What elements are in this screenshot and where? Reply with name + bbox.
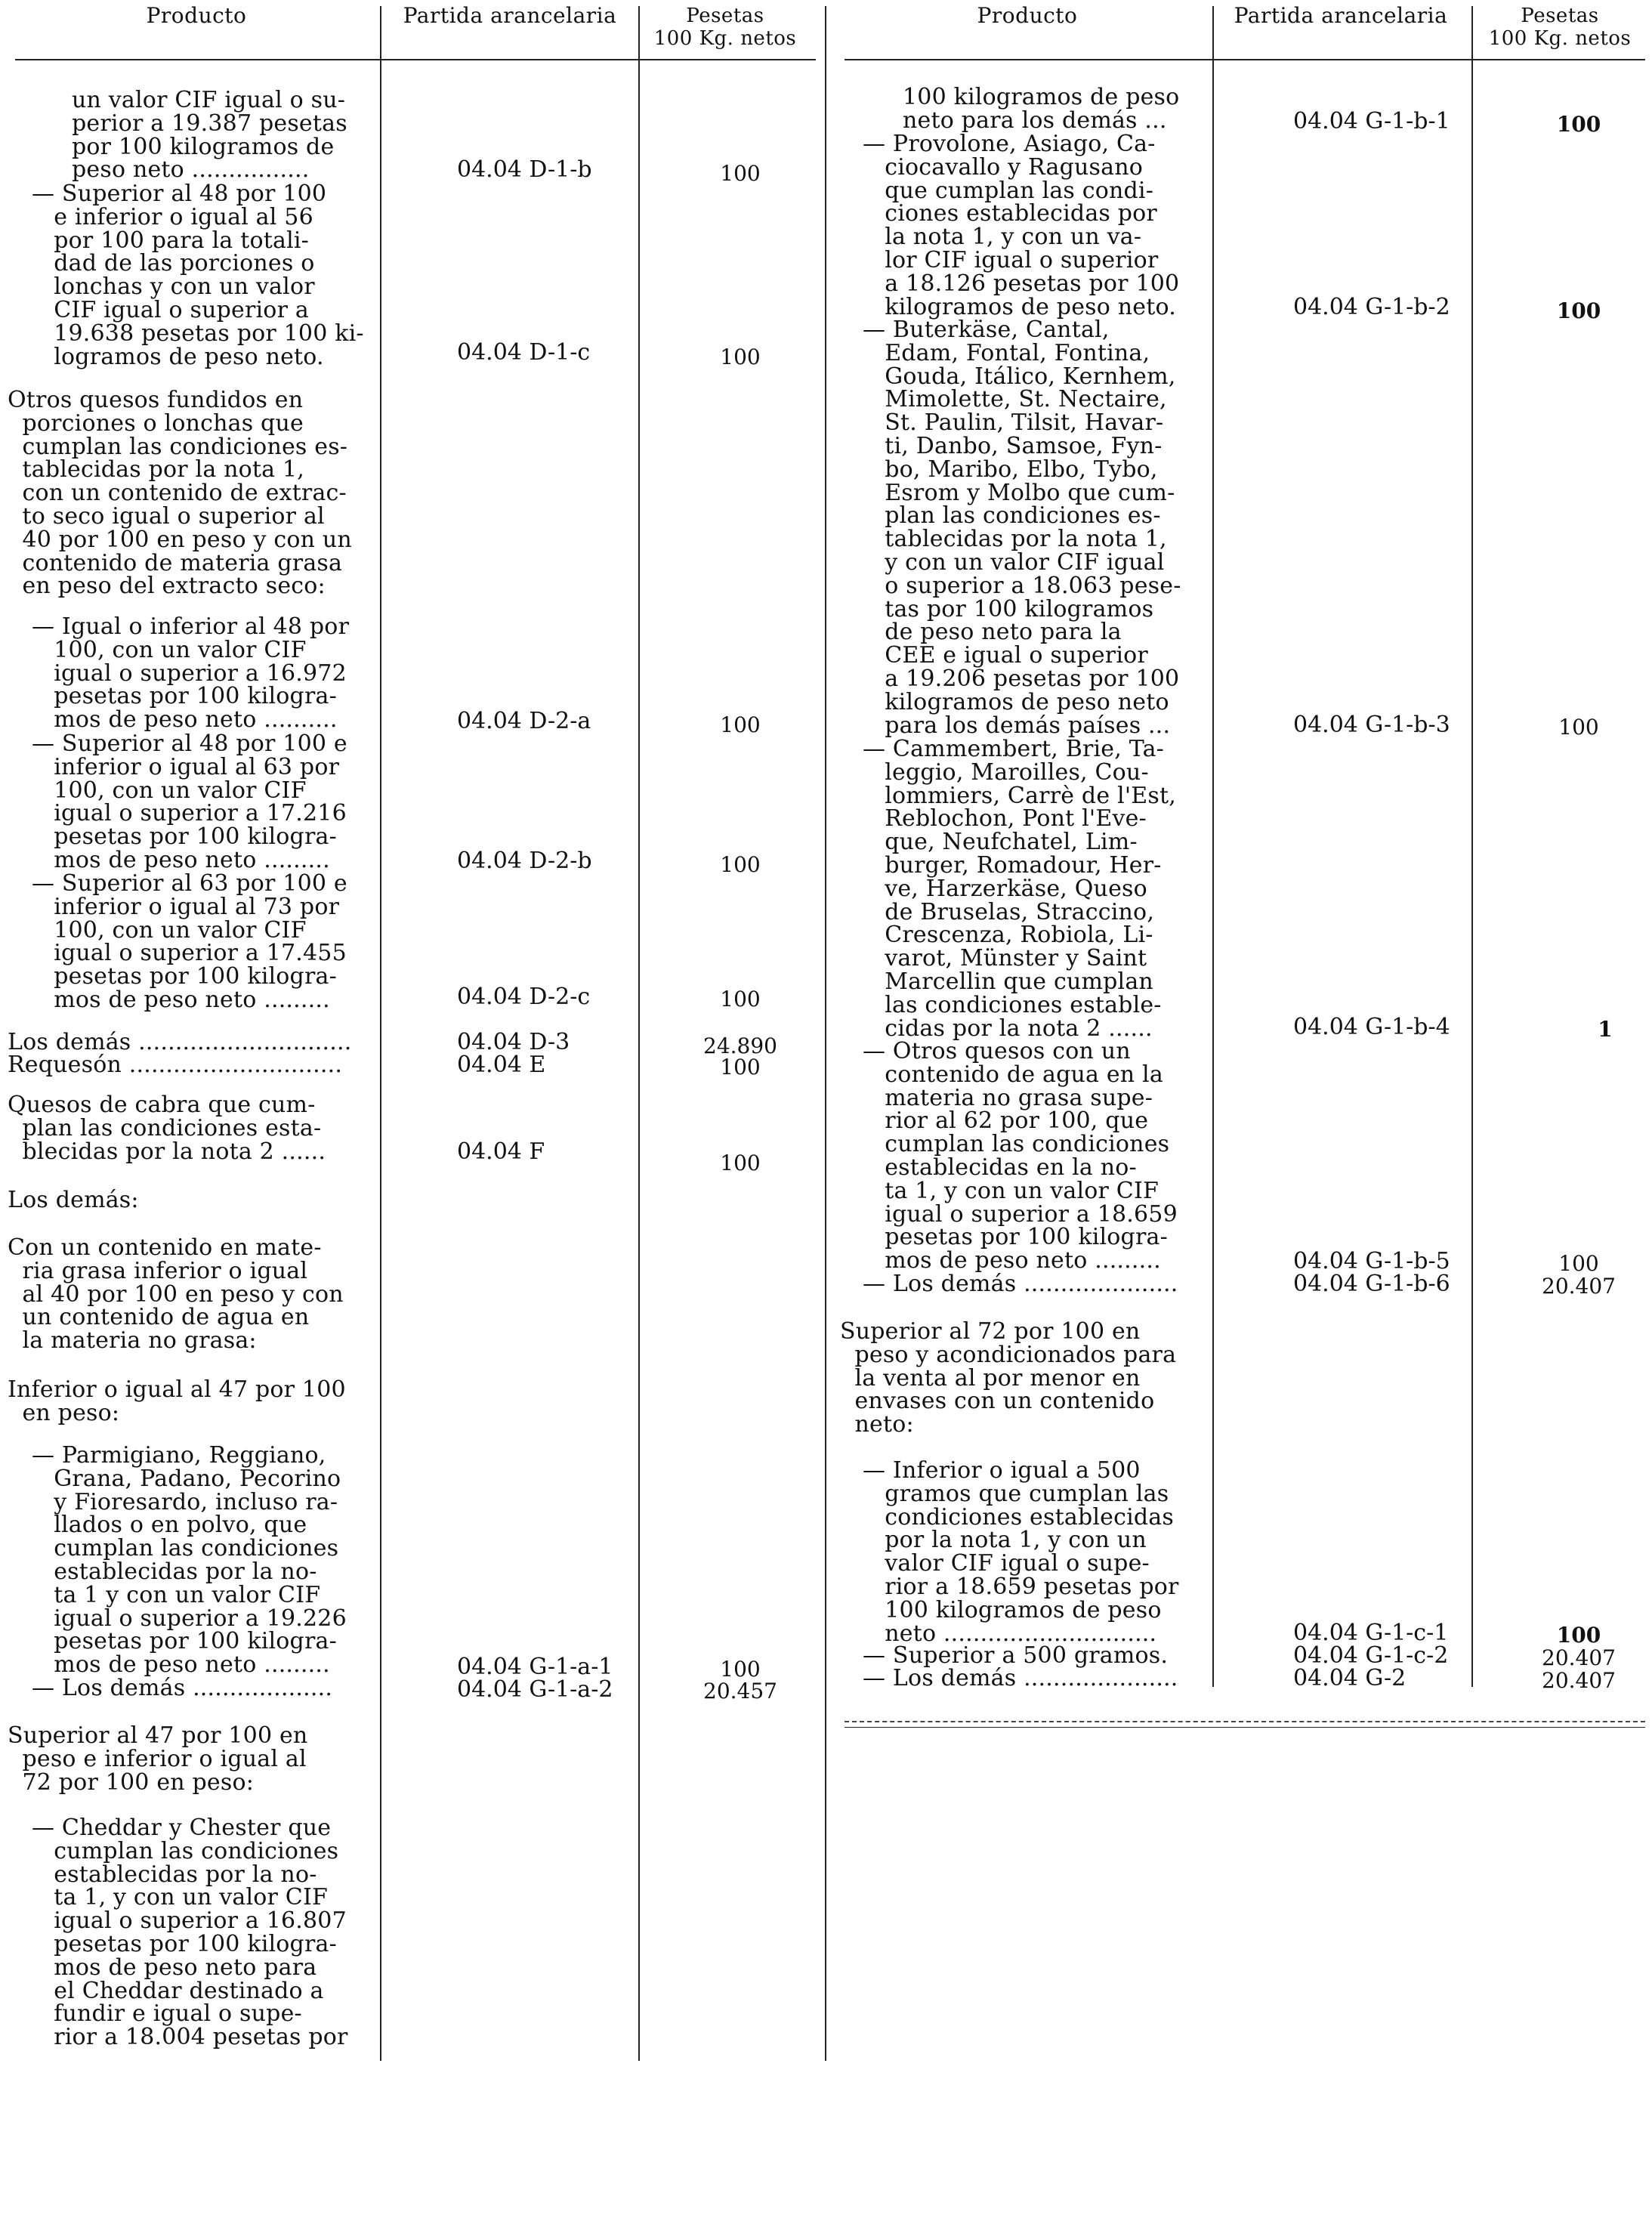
right-closing-rule-2: [845, 1727, 1645, 1728]
left-code: 04.04 E: [457, 1052, 546, 1078]
right-entry-5: — Otros quesos con un contenido de agua en la materia no grasa supe- rior al 62 por 100, que cumplan las condiciones establecidas en la no- ta 1, y con un valor CIF igual o superior a 18.659 pesetas por 100 kilogra- mos de peso neto .........: [863, 1038, 1178, 1274]
left-value: 20.457: [703, 1679, 777, 1704]
left-code: 04.04 D-2-b: [457, 848, 592, 874]
right-entry-8: — Inferior o igual a 500 gramos que cumplan las condiciones establecidas por la nota 1, y con un valor CIF igual o supe- rior a 18.659 pesetas por 100 kilogramos de peso neto .............................: [863, 1457, 1179, 1647]
left-code: 04.04 D-2-c: [457, 984, 591, 1010]
right-value: 100: [1556, 1623, 1601, 1648]
left-value: 24.890: [703, 1033, 777, 1058]
right-value: 100: [1556, 298, 1601, 323]
left-header-producto: Producto: [146, 3, 247, 28]
left-code: 04.04 D-3: [457, 1029, 570, 1055]
right-entry-9: — Superior a 500 gramos.: [863, 1642, 1169, 1669]
right-closing-rule: [845, 1721, 1645, 1722]
left-entry-2: — Superior al 48 por 100 e inferior o igual al 56 por 100 para la totali- dad de las porciones o lonchas y con un valor CIF igual o superior a 19.638 pesetas por 100 ki- logramos de peso neto.: [32, 181, 364, 370]
right-header-pesetas: Pesetas: [1521, 5, 1599, 27]
center-divider: [825, 6, 826, 2061]
right-col-divider-1: [1212, 6, 1214, 1687]
right-entry-10: — Los demás .....................: [863, 1665, 1178, 1691]
right-header-producto: Producto: [977, 3, 1078, 28]
right-code: 04.04 G-1-c-1: [1293, 1620, 1449, 1646]
left-header-rule: [15, 59, 816, 60]
left-value: 100: [720, 712, 761, 737]
left-header-unit: 100 Kg. netos: [653, 27, 797, 50]
right-code: 04.04 G-1-b-5: [1293, 1248, 1450, 1274]
right-col-divider-2: [1471, 6, 1473, 1687]
left-value: 100: [720, 1657, 761, 1682]
left-entry-11: Con un contenido en mate- ria grasa inferior o igual al 40 por 100 en peso y con un contenido de agua en la materia no grasa:: [8, 1234, 344, 1354]
left-code: 04.04 D-2-a: [457, 708, 591, 734]
left-entry-12: Inferior o igual al 47 por 100 en peso:: [8, 1376, 346, 1426]
right-value: 100: [1556, 112, 1601, 137]
right-code: 04.04 G-1-b-3: [1293, 712, 1450, 738]
right-code: 04.04 G-1-c-2: [1293, 1642, 1449, 1669]
left-code: 04.04 G-1-a-2: [457, 1676, 613, 1703]
left-entry-16: — Cheddar y Chester que cumplan las condiciones establecidas por la no- ta 1, y con un valor CIF igual o superior a 16.807 pesetas por 100 kilogra- mos de peso neto para el Cheddar destinado a fundir e igual o supe- rior a 18.004 pesetas por: [32, 1815, 348, 2051]
left-value: 100: [720, 1055, 761, 1080]
right-value: 20.407: [1542, 1645, 1616, 1670]
left-code: 04.04 D-1-c: [457, 339, 591, 366]
left-entry-9: Quesos de cabra que cum- plan las condiciones esta- blecidas por la nota 2 ......: [8, 1092, 326, 1165]
left-entry-3: Otros quesos fundidos en porciones o lonchas que cumplan las condiciones es- tablecidas por la nota 1, con un contenido de extrac- to seco igual o superior al 40 por 100 en peso y con un contenido de materia grasa en peso del extracto seco:: [8, 387, 352, 600]
left-code: 04.04 F: [457, 1138, 545, 1165]
left-value: 100: [720, 1151, 761, 1175]
left-value: 100: [720, 344, 761, 369]
right-value: 100: [1558, 715, 1599, 740]
right-header-partida: Partida arancelaria: [1234, 3, 1448, 28]
right-value: 1: [1598, 1017, 1613, 1042]
left-code: 04.04 D-1-b: [457, 156, 592, 183]
left-entry-4: — Igual o inferior al 48 por 100, con un valor CIF igual o superior a 16.972 pesetas por 100 kilogra- mos de peso neto ..........: [32, 613, 350, 734]
right-code: 04.04 G-1-b-2: [1293, 294, 1450, 320]
right-value: 20.407: [1542, 1668, 1616, 1693]
left-value: 100: [720, 161, 761, 186]
left-entry-13: — Parmigiano, Reggiano, Grana, Padano, Pecorino y Fioresardo, incluso ra- llados o en polvo, que cumplan las condiciones establecidas por la no- ta 1 y con un valor CIF igual o superior a 19.226 pesetas por 100 kilogra- mos de peso neto .........: [32, 1442, 347, 1679]
right-code: 04.04 G-2: [1293, 1665, 1407, 1691]
right-code: 04.04 G-1-b-4: [1293, 1014, 1450, 1040]
right-code: 04.04 G-1-b-6: [1293, 1271, 1450, 1297]
left-entry-1: un valor CIF igual o su- perior a 19.387 pesetas por 100 kilogramos de peso neto ................: [72, 87, 347, 184]
left-entry-7: Los demás .............................: [8, 1029, 352, 1055]
left-code: 04.04 G-1-a-1: [457, 1654, 613, 1680]
right-entry-2: — Provolone, Asiago, Ca- ciocavallo y Ragusano que cumplan las condi- ciones establecidas por la nota 1, y con un va- lor CIF igual o superior a 18.126 pesetas por 100 kilogramos de peso neto.: [863, 131, 1180, 320]
right-entry-7: Superior al 72 por 100 en peso y acondicionados para la venta al por menor en envases con un contenido neto:: [840, 1318, 1177, 1438]
right-entry-6: — Los demás .....................: [863, 1271, 1178, 1297]
right-entry-3: — Buterkäse, Cantal, Edam, Fontal, Fontina, Gouda, Itálico, Kernhem, Mimolette, St. Nectaire, St. Paulin, Tilsit, Havar- ti, Danbo, Samsoe, Fyn- bo, Maribo, Elbo, Tybo, Esrom y Molbo que cum- plan las condiciones es- tablecidas por la nota 1, y con un valor CIF igual o superior a 18.063 pese- tas por 100 kilogramos de peso neto para la CEE e igual o superior a 19.206 pesetas por 100 kilogramos de peso neto para los demás países ...: [863, 317, 1181, 739]
right-code: 04.04 G-1-b-1: [1293, 108, 1450, 134]
left-entry-15: Superior al 47 por 100 en peso e inferior o igual al 72 por 100 en peso:: [8, 1722, 308, 1796]
right-entry-4: — Cammembert, Brie, Ta- leggio, Maroilles, Cou- lommiers, Carrè de l'Est, Reblochon, Pont l'Eve- que, Neufchatel, Lim- burger, Romadour, Her- ve, Harzerkäse, Queso de Bruselas, Straccino, Crescenza, Robiola, Li- varot, Münster y Saint Marcellin que cumplan las condiciones estable- cidas por la nota 2 ......: [863, 736, 1176, 1042]
left-entry-6: — Superior al 63 por 100 e inferior o igual al 73 por 100, con un valor CIF igual o superior a 17.455 pesetas por 100 kilogra- mos de peso neto .........: [32, 870, 347, 1013]
left-entry-8: Requesón .............................: [8, 1052, 343, 1078]
left-header-pesetas: Pesetas: [686, 5, 764, 27]
right-value: 100: [1558, 1251, 1599, 1276]
left-col-divider-2: [638, 6, 640, 2061]
left-value: 100: [720, 852, 761, 877]
right-header-unit: 100 Kg. netos: [1488, 27, 1632, 50]
left-entry-5: — Superior al 48 por 100 e inferior o igual al 63 por 100, con un valor CIF igual o superior a 17.216 pesetas por 100 kilogra- mos de peso neto .........: [32, 731, 347, 873]
right-value: 20.407: [1542, 1274, 1616, 1299]
right-entry-1: 100 kilogramos de peso neto para los demás ...: [903, 84, 1180, 134]
left-entry-14: — Los demás ...................: [32, 1675, 333, 1701]
left-value: 100: [720, 987, 761, 1012]
right-header-rule: [845, 59, 1645, 60]
left-col-divider-1: [380, 6, 381, 2061]
left-entry-10: Los demás:: [8, 1187, 139, 1213]
left-header-partida: Partida arancelaria: [403, 3, 617, 28]
